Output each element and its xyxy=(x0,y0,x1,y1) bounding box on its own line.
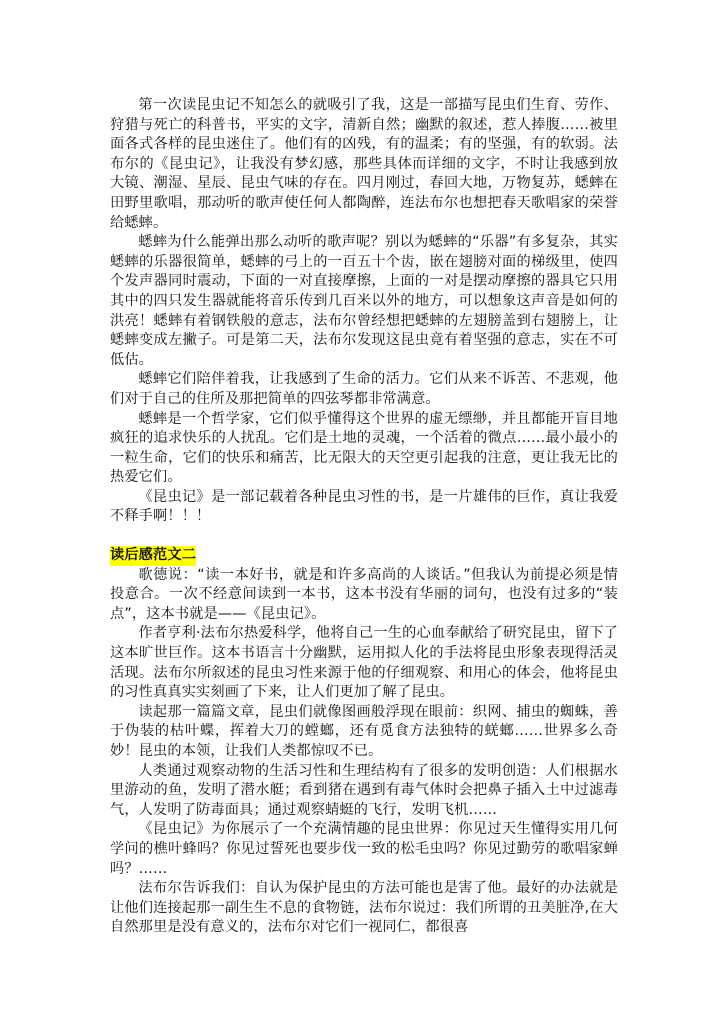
paragraph: 法布尔告诉我们：自认为保护昆虫的方法可能也是害了他。最好的办法就是让他们连接起那一副生生不息的食物链，法布尔说过：我们所谓的丑美脏净,在大自然那里是没有意义的，法布尔对它们一视同仁，都很喜 xyxy=(110,880,618,936)
paragraph: 读起那一篇篇文章，昆虫们就像图画般浮现在眼前：织网、捕虫的蜘蛛，善于伪装的枯叶蝶，挥着大刀的螳螂，还有觅食方法独特的蜣螂……世界多么奇妙！昆虫的本领，让我们人类都惊叹不已。 xyxy=(110,703,618,759)
section-heading: 读后感范文二 xyxy=(110,546,196,566)
paragraph: 蟋蟀为什么能弹出那么动听的歌声呢？别以为蟋蟀的“乐器”有多复杂，其实蟋蟀的乐器很简单，蟋蟀的弓上的一百五十个齿，嵌在翅膀对面的梯级里，使四个发声器同时震动，下面的一对直接摩擦，上面的一对是摆动摩擦的器具它只用其中的四只发生器就能将音乐传到几百米以外的地方，可以想象这声音是如何的洪亮！蟋蟀有着钢铁般的意志，法布尔曾经想把蟋蟀的左翅膀盖到右翅膀上，让蟋蟀变成左撇子。可是第二天，法布尔发现这昆虫竟有着坚强的意志，实在不可低估。 xyxy=(110,234,618,368)
paragraph: 蟋蟀是一个哲学家，它们似乎懂得这个世界的虚无缥缈，并且都能开盲目地疯狂的追求快乐的人扰乱。它们是土地的灵魂，一个活着的微点……最小最小的一粒生命，它们的快乐和痛苦，比无限大的天空更引起我的注意，更让我无比的热爱它们。 xyxy=(110,410,618,486)
essay-two xyxy=(110,566,618,938)
paragraph: 作者亨利·法布尔热爱科学，他将自己一生的心血奉献给了研究昆虫，留下了这本旷世巨作。这本书语言十分幽默，运用拟人化的手法将昆虫形象表现得活灵活现。法布尔所叙述的昆虫习性来源于他的仔细观察、和用心的体会，他将昆虫的习性真真实实刻画了下来，让人们更加了解了昆虫。 xyxy=(110,625,618,701)
paragraph: 《昆虫记》为你展示了一个充满情趣的昆虫世界：你见过天生懂得实用几何学问的樵叶蜂吗？你见过誓死也要步伐一致的松毛虫吗？你见过勤劳的歌唱家蝉吗？…… xyxy=(110,821,618,877)
paragraph: 蟋蟀它们陪伴着我，让我感到了生命的活力。它们从来不诉苦、不悲观，他们对于自己的住所及那把简单的四弦琴都非常满意。 xyxy=(110,371,618,407)
paragraph: 歌德说：“读一本好书，就是和许多高尚的人谈话。”但我认为前提必须是情投意合。一次不经意间读到一本书，这本书没有华丽的词句，也没有过多的“装点”，这本书就是——《昆虫记》。 xyxy=(110,566,618,622)
paragraph: 人类通过观察动物的生活习性和生理结构有了很多的发明创造：人们根据水里游动的鱼，发明了潜水艇；看到猪在遇到有毒气体时会把鼻子插入土中过滤毒气，人发明了防毒面具；通过观察蜻蜓的飞行，发明飞机…… xyxy=(110,762,618,818)
paragraph: 第一次读昆虫记不知怎么的就吸引了我，这是一部描写昆虫们生育、劳作、狩猎与死亡的科普书，平实的文字，清新自然；幽默的叙述，惹人捧腹……被里面各式各样的昆虫迷住了。他们有的凶残，有的温柔；有的坚强，有的软弱。法布尔的《昆虫记》，让我没有梦幻感，那些具体而详细的文字，不时让我感到放大镜、潮湿、星辰、昆虫气味的存在。四月刚过，春回大地，万物复苏，蟋蟀在田野里歌唱，那动听的歌声使任何人都陶醉，连法布尔也想把春天歌唱家的荣誉给蟋蟀。 xyxy=(110,97,618,231)
essay-one xyxy=(110,96,618,527)
paragraph: 《昆虫记》是一部记载着各种昆虫习性的书，是一片雄伟的巨作，真让我爱不释手啊！！！ xyxy=(110,488,618,525)
section-heading-row xyxy=(110,546,618,566)
document-page xyxy=(110,96,618,938)
